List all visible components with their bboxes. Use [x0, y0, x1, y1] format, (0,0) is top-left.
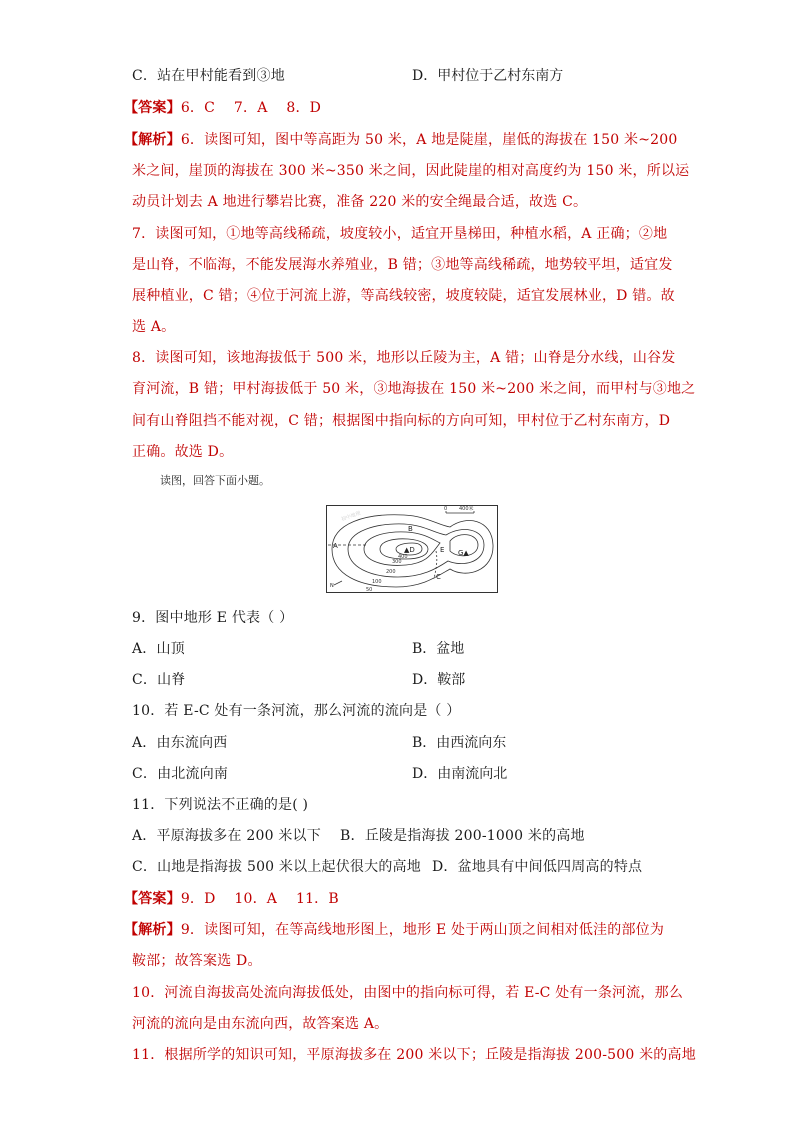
analysis2-line-4: 河流的流向是由东流向西，故答案选 A。 [132, 1016, 389, 1032]
answer-text: 6．C 7．A 8．D [180, 100, 322, 116]
q10-option-d: D．由南流向北 [412, 766, 508, 782]
map-watermark: 初中地理 [340, 510, 362, 523]
q11-option-c: C．山地是指海拔 500 米以上起伏很大的高地 [132, 859, 421, 875]
contour-label-50: 50 [366, 587, 373, 593]
analysis-line-7: 选 A。 [132, 319, 176, 335]
analysis2-line-3: 10．河流自海拔高处流向海拔低处，由图中的指向标可得，若 E-C 处有一条河流，那么 [132, 985, 684, 1001]
answer-block-2 [124, 889, 339, 909]
map-label-b: B [408, 525, 413, 533]
map-label-g: G▲ [458, 549, 469, 557]
scale-distance-label: 400米 [459, 506, 474, 512]
q9-stem: 9．图中地形 E 代表（ ） [132, 610, 294, 626]
contour-label-200: 200 [386, 569, 396, 575]
analysis-line-10: 间有山脊阻挡不能对视，C 错；根据图中指向标的方向可知，甲村位于乙村东南方，D [132, 413, 671, 429]
analysis2-line-2: 鞍部；故答案选 D。 [132, 953, 262, 969]
analysis-line-6: 展种植业，C 错；④位于河流上游，等高线较密，坡度较陡，适宜发展林业，D 错。故 [132, 288, 675, 304]
answer-label: 【答案】 [124, 891, 181, 907]
contour-label-400: 400 [398, 554, 408, 560]
q8-option-d: D．甲村位于乙村东南方 [412, 68, 564, 84]
q11-option-a: A．平原海拔多在 200 米以下 [132, 828, 321, 844]
analysis-line-8: 8．读图可知，该地海拔低于 500 米，地形以丘陵为主，A 错；山脊是分水线，山谷发 [132, 350, 676, 366]
q10-option-b: B．由西流向东 [412, 735, 507, 751]
scale-zero-label: 0 [444, 506, 448, 512]
analysis-label: 【解析】 [124, 922, 181, 938]
q11-option-d: D．盆地具有中间低四周高的特点 [432, 859, 643, 875]
q9-option-c: C．山脊 [132, 672, 186, 688]
answer-block-1 [124, 98, 321, 118]
analysis-line-2: 米之间，崖顶的海拔在 300 米~350 米之间，因此陡崖的相对高度约为 150 米，所以运 [132, 163, 690, 179]
q10-option-c: C．由北流向南 [132, 766, 229, 782]
q8-option-c: C．站在甲村能看到③地 [132, 68, 285, 84]
q10-option-a: A．由东流向西 [132, 735, 228, 751]
analysis-line-1: 【解析】6．读图可知，图中等高距为 50 米，A 地是陡崖，崖低的海拔在 150 米~200 [124, 132, 678, 148]
analysis-line-5: 是山脊，不临海，不能发展海水养殖业，B 错；③地等高线稀疏，地势较平坦，适宜发 [132, 257, 673, 273]
q9-option-a: A．山顶 [132, 641, 185, 657]
answer-text: 9．D 10．A 11．B [180, 891, 339, 907]
map-label-e: E [440, 546, 445, 554]
q10-stem: 10．若 E-C 处有一条河流，那么河流的流向是（ ） [132, 703, 461, 719]
north-arrow-label: N [330, 583, 334, 589]
analysis-line-3: 动员计划去 A 地进行攀岩比赛，准备 220 米的安全绳最合适，故选 C。 [132, 194, 588, 210]
q9-option-b: B．盆地 [412, 641, 465, 657]
q11-stem: 11．下列说法不正确的是( ) [132, 797, 309, 813]
answer-label: 【答案】 [124, 100, 181, 116]
map-label-a: A [333, 542, 338, 550]
map-label-c: C [436, 573, 441, 581]
analysis-line-4: 7．读图可知，①地等高线稀疏，坡度较小，适宜开垦梯田，种植水稻，A 正确；②地 [132, 226, 668, 242]
instruction-text: 读图，回答下面小题。 [160, 474, 270, 487]
analysis-line-11: 正确。故选 D。 [132, 444, 234, 460]
q11-option-b: B．丘陵是指海拔 200-1000 米的高地 [340, 828, 585, 844]
map-label-d: ▲D [404, 546, 415, 554]
analysis-line-9: 育河流，B 错；甲村海拔低于 50 米，③地海拔在 150 米~200 米之间，而甲村与③地之 [132, 381, 696, 397]
contour-map [326, 505, 498, 593]
contour-map-svg [326, 505, 498, 593]
contour-label-100: 100 [372, 579, 382, 585]
analysis-label: 【解析】 [124, 132, 181, 148]
analysis2-line-1: 【解析】9．读图可知，在等高线地形图上，地形 E 处于两山顶之间相对低洼的部位为 [124, 922, 665, 938]
q9-option-d: D．鞍部 [412, 672, 466, 688]
analysis2-line-5: 11．根据所学的知识可知，平原海拔多在 200 米以下；丘陵是指海拔 200-500 米的高地 [132, 1047, 696, 1063]
contour-label-300: 300 [392, 559, 402, 565]
